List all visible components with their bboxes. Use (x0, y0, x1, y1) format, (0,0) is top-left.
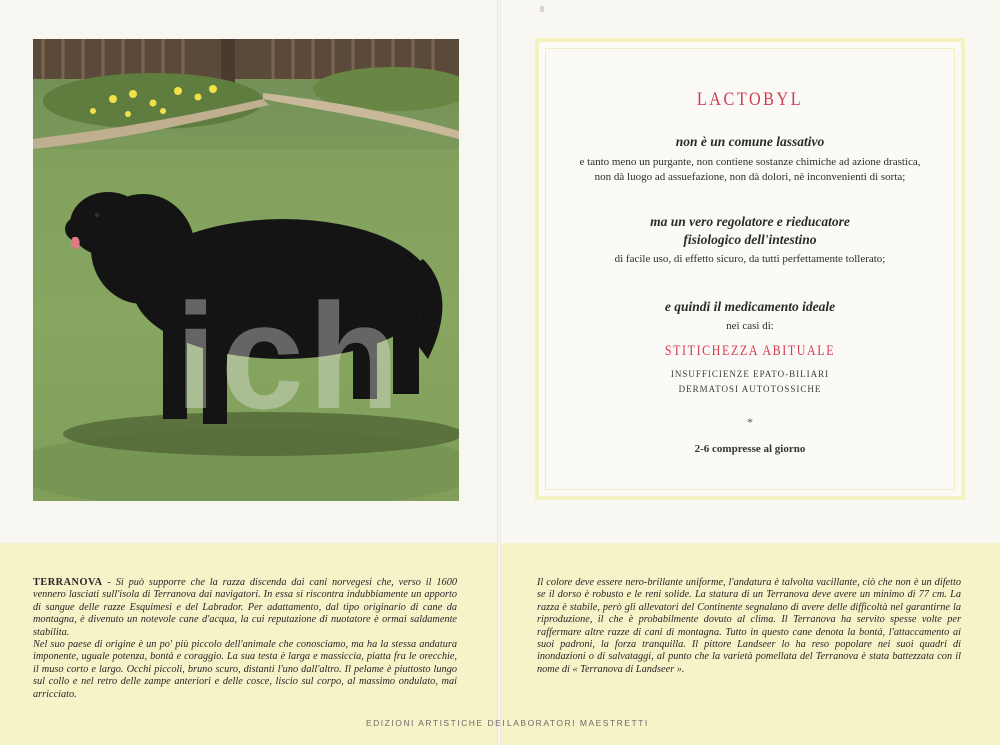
footer-publisher-left: EDIZIONI ARTISTICHE DEI (366, 718, 507, 728)
body-description-1: e tanto meno un purgante, non contiene sostanze chimiche ad azione drastica, non dà luogo ad assuefazione, non dà dolori, nè inconvenienti di sorta; (579, 156, 921, 183)
dog-photo (33, 39, 459, 501)
breed-name: TERRANOVA (33, 577, 103, 588)
heading-regulator: ma un vero regolatore e rieducatore (650, 214, 850, 229)
footer-publisher-right: LABORATORI MAESTRETTI (507, 718, 649, 728)
left-paragraph-1 (33, 577, 457, 639)
page-fold (497, 0, 501, 745)
brand-title: LACTOBYL (696, 89, 804, 110)
condition-3: DERMATOSI AUTOTOSSICHE (678, 384, 822, 394)
page-mark (540, 6, 544, 12)
watermark: ich (175, 272, 404, 440)
heading-physiological: fisiologico dell'intestino (683, 232, 817, 247)
newfoundland-dog-icon (33, 39, 459, 501)
dosage-text: 2-6 compresse al giorno (694, 443, 806, 455)
body-description-2: di facile uso, di effetto sicuro, da tutti perfettamente tollerato; (614, 253, 886, 265)
product-panel (535, 38, 965, 500)
condition-main: STITICHEZZA ABITUALE (664, 343, 836, 359)
heading-ideal-medicine: e quindi il medicamento ideale (664, 299, 836, 314)
heading-not-laxative: non è un comune lassativo (675, 134, 825, 149)
left-description (33, 577, 457, 701)
left-paragraph-2: Nel suo paese di origine è un po' più piccolo dell'animale che conosciamo, ma ha la stessa andatura imponente, uguale potenza, bontà e coraggio. La sua testa è larga e massiccia, piatta fra le orecchie, il muso corto e largo. Occhi piccoli, bruno scuro, distanti l'uno dall'altro. Il pelame è piuttosto lungo sul collo e nel retro delle zampe anteriori e delle cosce, liscio sul corpo, al massimo ondulato, mai arricciato. (33, 639, 457, 700)
star-ornament: * (747, 415, 753, 429)
left-paragraph-1-text: - Si può supporre che la razza discenda dai cani norvegesi che, verso il 1600 vennero lasciati sull'isola di Terranova dai navigatori. In essa si riscontra indubbiamente un apporto di sangue delle razze Esquimesi e del Labrador. Per adattamento, dal tipo originario di cane da montagna, è divenuto un notevole cane d'acqua, la cui reputazione di nuotatore è ormai saldamente stabilita. (33, 577, 457, 638)
right-paragraph-1: Il colore deve essere nero-brillante uniforme, l'andatura è talvolta vacillante, ciò che non è un difetto se il dorso è robusto e le reni solide. La statura di un Terranova deve avere un minimo di 77 cm. La razza è stabile, però gli allevatori del Continente segnalano di avere delle difficoltà nel garantirne la riproduzione, il che è probabilmente dovuto al clima. Il Terranova ha servito spesse volte per raffermare altre razze di cani di montagna. Tutto in questo cane denota la bontà, l'attaccamento ai suoi padroni, la forza tranquilla. Il pittore Landseer lo ha reso popolare nei suoi quadri di inondazioni o di salvataggi, al punto che la varietà pomellata del Terranova è stata battezzata con il nome di « Terranova di Landseer ». (537, 577, 961, 675)
right-description (537, 577, 961, 676)
condition-2: INSUFFICIENZE EPATO-BILIARI (670, 369, 830, 379)
body-cases: nei casi di: (726, 320, 774, 332)
